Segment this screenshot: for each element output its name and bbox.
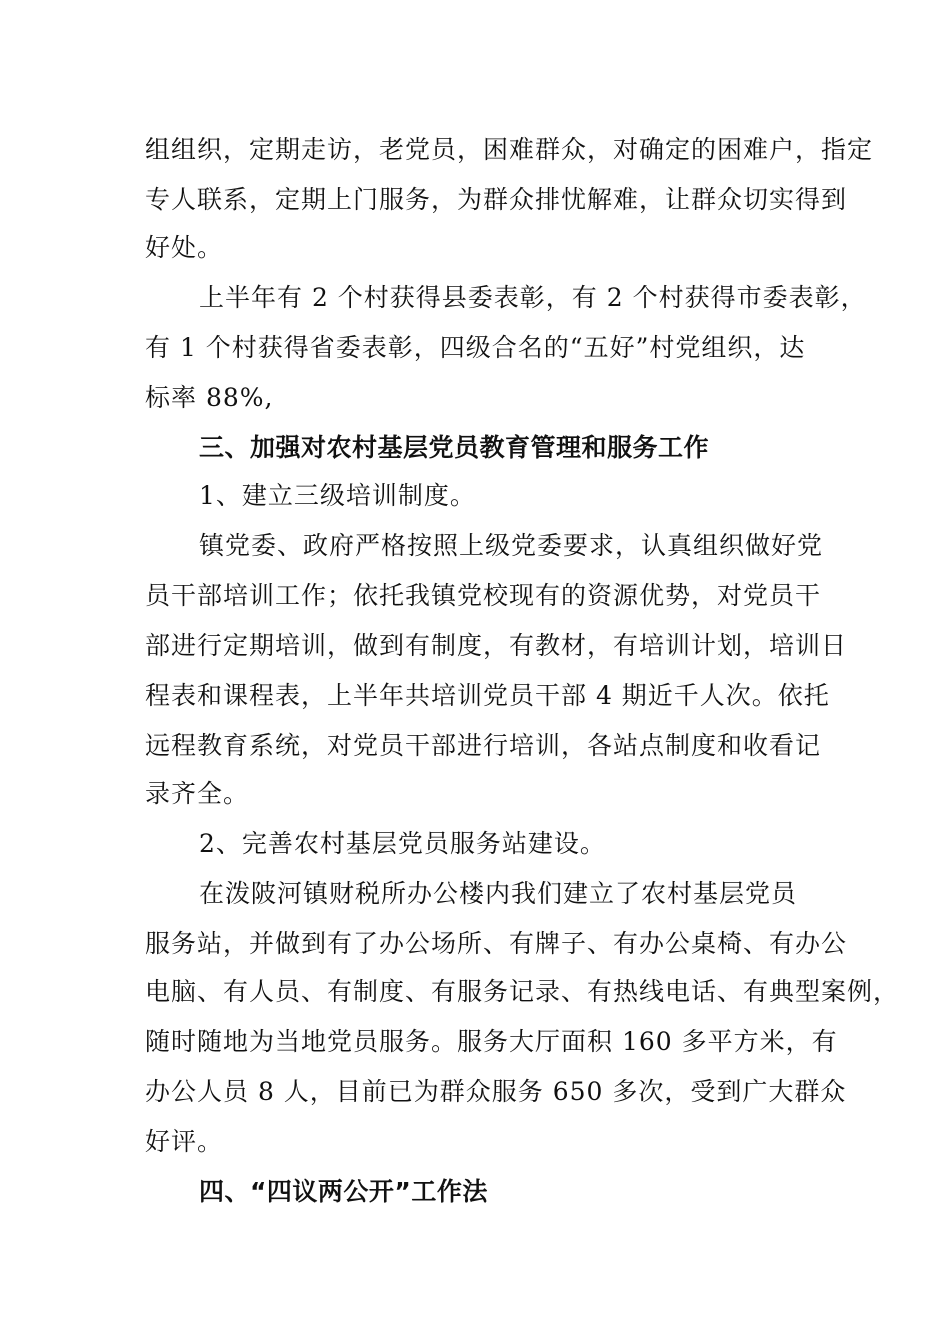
subsection-heading: 2、完善农村基层党员服务站建设。 [199,829,606,858]
paragraph-line: 镇党委、政府严格按照上级党委要求，认真组织做好党 [199,531,824,560]
paragraph-line: 员干部培训工作；依托我镇党校现有的资源优势，对党员干 [145,581,822,610]
paragraph-line: 组组织，定期走访，老党员，困难群众，对确定的困难户，指定 [145,135,874,164]
paragraph-line: 在泼陂河镇财税所办公楼内我们建立了农村基层党员 [199,879,798,908]
section-heading: 三、加强对农村基层党员教育管理和服务工作 [199,433,710,462]
paragraph-line: 随时随地为当地党员服务。服务大厅面积 160 多平方米，有 [145,1027,838,1056]
paragraph-line: 部进行定期培训，做到有制度，有教材，有培训计划，培训日 [145,631,848,660]
paragraph-line: 电脑、有人员、有制度、有服务记录、有热线电话、有典型案例， [145,977,900,1006]
paragraph-line: 程表和课程表，上半年共培训党员干部 4 期近千人次。依托 [145,681,830,710]
subsection-heading: 1、建立三级培训制度。 [199,481,476,510]
paragraph-line: 办公人员 8 人，目前已为群众服务 650 多次，受到广大群众 [145,1077,847,1106]
paragraph-line: 录齐全。 [145,779,250,808]
paragraph-line: 有 1 个村获得省委表彰，四级合名的“五好”村党组织，达 [145,333,806,362]
paragraph-line: 专人联系，定期上门服务，为群众排忧解难，让群众切实得到 [145,185,848,214]
paragraph-line: 标率 88%, [145,383,274,412]
paragraph-line: 好评。 [145,1127,224,1156]
paragraph-line: 服务站，并做到有了办公场所、有牌子、有办公桌椅、有办公 [145,929,848,958]
paragraph-line: 好处。 [145,233,224,262]
paragraph-line: 远程教育系统，对党员干部进行培训，各站点制度和收看记 [145,731,822,760]
section-heading: 四、“四议两公开”工作法 [199,1177,488,1206]
paragraph-line: 上半年有 2 个村获得县委表彰，有 2 个村获得市委表彰， [199,283,867,312]
